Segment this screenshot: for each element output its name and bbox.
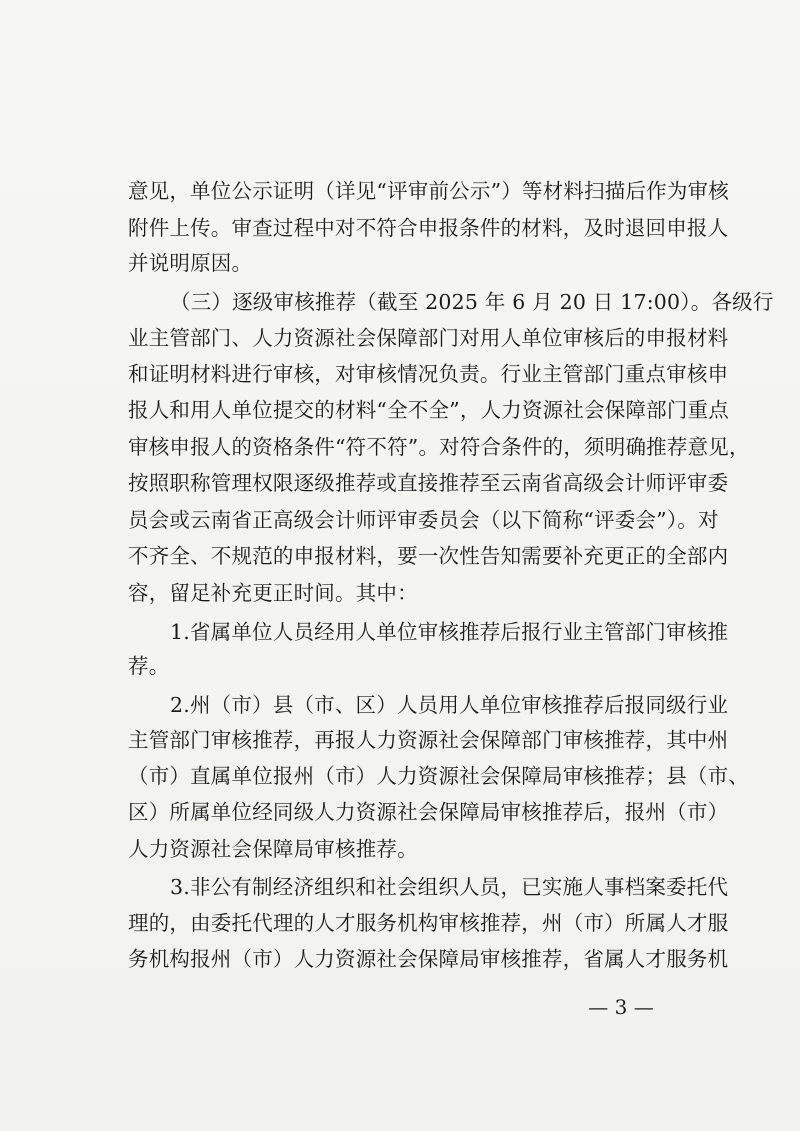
text-line: 按照职称管理权限逐级推荐或直接推荐至云南省高级会计师评审委 — [128, 471, 729, 495]
text-line: 容，留足补充更正时间。其中： — [128, 581, 418, 605]
text-line: 1.省属单位人员经用人单位审核推荐后报行业主管部门审核推 — [170, 620, 729, 644]
text-line: 区）所属单位经同级人力资源社会保障局审核推荐后，报州（市） — [128, 800, 729, 824]
text-line: 务机构报州（市）人力资源社会保障局审核推荐，省属人才服务机 — [128, 947, 729, 971]
text-line: 报人和用人单位提交的材料“全不全”，人力资源社会保障部门重点 — [128, 398, 729, 422]
text-line: 意见，单位公示证明（详见“评审前公示”）等材料扫描后作为审核 — [128, 179, 729, 203]
text-line: 主管部门审核推荐，再报人力资源社会保障部门审核推荐，其中州 — [128, 728, 729, 752]
text-line: 和证明材料进行审核，对审核情况负责。行业主管部门重点审核申 — [128, 362, 729, 386]
text-line: （市）直属单位报州（市）人力资源社会保障局审核推荐；县（市、 — [128, 764, 749, 788]
text-line: 员会或云南省正高级会计师评审委员会（以下简称“评委会”）。对 — [128, 508, 719, 532]
text-line: 业主管部门、人力资源社会保障部门对用人单位审核后的申报材料 — [128, 326, 729, 350]
page-number: — 3 — — [588, 995, 654, 1019]
text-line: 审核申报人的资格条件“符不符”。对符合条件的，须明确推荐意见， — [128, 435, 750, 459]
text-line: 荐。 — [128, 654, 170, 678]
text-line: 并说明原因。 — [128, 251, 253, 275]
text-line: 人力资源社会保障局审核推荐。 — [128, 837, 418, 861]
text-line: 理的，由委托代理的人才服务机构审核推荐，州（市）所属人才服 — [128, 911, 729, 935]
text-line: 3.非公有制经济组织和社会组织人员，已实施人事档案委托代 — [170, 875, 729, 899]
text-line: 2.州（市）县（市、区）人员用人单位审核推荐后报同级行业 — [170, 693, 729, 717]
text-line: 不齐全、不规范的申报材料，要一次性告知需要补充更正的全部内 — [128, 544, 729, 568]
text-line: （三）逐级审核推荐（截至 2025 年 6 月 20 日 17:00）。各级行 — [170, 290, 774, 314]
text-line: 附件上传。审查过程中对不符合申报条件的材料，及时退回申报人 — [128, 216, 729, 240]
